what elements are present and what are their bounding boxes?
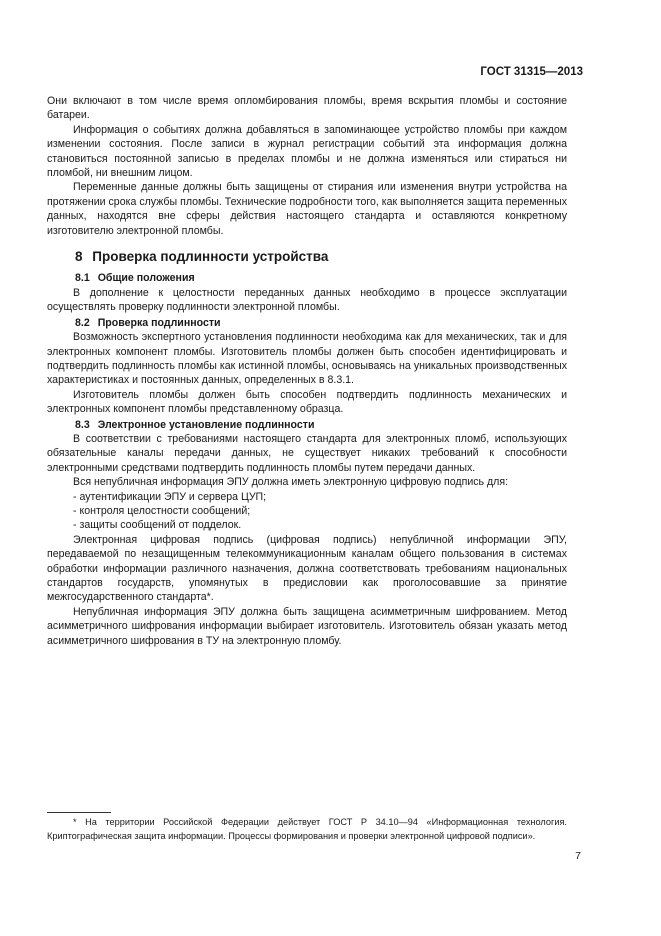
subsection-title: Проверка подлинности (97, 316, 221, 329)
paragraph: Они включают в том числе время опломбирования пломбы, время вскрытия пломбы и состояние батареи. (47, 95, 567, 122)
document-body (47, 94, 567, 648)
paragraph: Непубличная информация ЭПУ должна быть защищена асимметричным шифрованием. Метод асимметричного шифрования информации выбирает изготовитель. Изготовитель обязан указать метод асимметричного шифрования в ТУ на электронную пломбу. (47, 605, 567, 647)
subsection-number: 8.3 (75, 418, 90, 431)
list-item: - защиты сообщений от подделок. (73, 519, 242, 532)
list-item: - аутентификации ЭПУ и сервера ЦУП; (73, 490, 267, 503)
paragraph: Информация о событиях должна добавляться в запоминающее устройство пломбы при каждом изменении состояния. После записи в журнал регистрации событий эта информация должна становиться постоянной записью в пределах пломбы и не должна изменяться или стираться ни пломбой, ни внешним лицом. (47, 123, 567, 180)
footnote: * На территории Российской Федерации действует ГОСТ Р 34.10—94 «Информационная технология. Криптографическая защита информации. Процессы формирования и проверки электронной цифровой подписи». (47, 817, 567, 841)
paragraph: Переменные данные должны быть защищены от стирания или изменения внутри устройства на протяжении срока службы пломбы. Технические подробности того, как выполняется защита переменных данных, находятся вне сферы действия настоящего стандарта и оставляются конкретному изготовителю электронной пломбы. (47, 181, 567, 237)
subsection-heading (47, 271, 567, 285)
paragraph: В соответствии с требованиями настоящего стандарта для электронных пломб, использующих обязательные каналы передачи данных, не существует никаких требований к способности электронными средствами подтвердить подлинность пломбы путем передачи данных. (47, 432, 567, 474)
list-item: - контроля целостности сообщений; (73, 504, 251, 517)
paragraph: Электронная цифровая подпись (цифровая подпись) непубличной информации ЭПУ, передаваемой по незащищенным телекоммуникационным каналам общего пользования в системах обработки информации различного назначения, должна соответствовать требованиям национальных стандартов государств, упомянутых в предисловии как проголосовавшие за принятие межгосударственного стандарта*. (47, 533, 567, 604)
footnote-divider (47, 812, 111, 813)
section-heading (47, 250, 567, 264)
section-title: Проверка подлинности устройства (92, 249, 329, 265)
page-number: 7 (575, 850, 581, 862)
subsection-title: Электронное установление подлинности (97, 418, 315, 431)
subsection-title: Общие положения (97, 272, 195, 285)
paragraph: Возможность экспертного установления подлинности необходима как для механических, так и для электронных компонент пломбы. Изготовитель пломбы должен быть способен идентифицировать и подтвердить подлинность пломбы как истинной пломбы, основываясь на уникальных производственных характеристиках и постоянных данных, определенных в 8.3.1. (47, 331, 567, 387)
paragraph: В дополнение к целостности переданных данных необходимо в процессе эксплуатации осуществлять проверку подлинности электронной пломбы. (47, 286, 567, 314)
subsection-number: 8.2 (75, 316, 90, 329)
subsection-heading (47, 418, 567, 432)
section-number: 8 (75, 249, 83, 265)
paragraph: Вся непубличная информация ЭПУ должна иметь электронную цифровую подпись для: (73, 476, 509, 489)
document-code: ГОСТ 31315—2013 (480, 66, 583, 78)
subsection-heading (47, 316, 567, 330)
subsection-number: 8.1 (75, 272, 90, 285)
paragraph: Изготовитель пломбы должен быть способен подтвердить подлинность механических и электронных компонент пломбы представленному образца. (47, 388, 567, 416)
